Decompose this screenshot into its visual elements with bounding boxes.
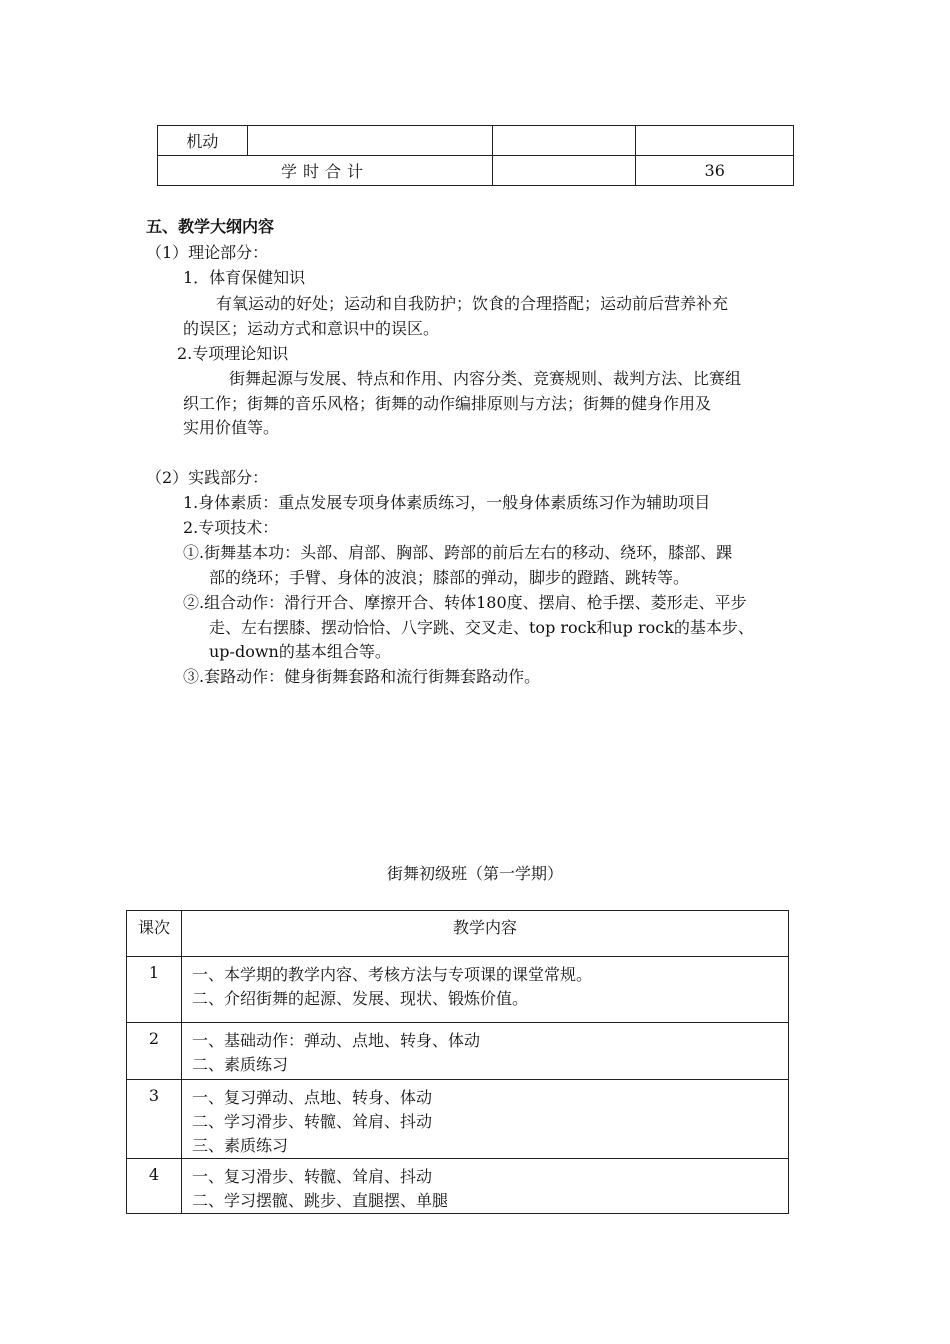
content-line: 一、复习滑步、转髋、耸肩、抖动 xyxy=(192,1167,433,1186)
table-row xyxy=(158,156,794,186)
lesson-number: 4 xyxy=(127,1159,182,1214)
lesson-content xyxy=(182,1159,789,1214)
total-hours-label: 学时合计 xyxy=(158,156,493,186)
content-line: 二、学习滑步、转髋、耸肩、抖动 xyxy=(192,1112,433,1131)
section-title: 五、教学大纲内容 xyxy=(146,217,275,236)
schedule-title: 街舞初级班（第一学期） xyxy=(386,864,563,883)
total-hours-value: 36 xyxy=(636,156,794,186)
table-row xyxy=(127,1159,789,1214)
theory-item2-text: 实用价值等。 xyxy=(183,418,280,437)
content-line: 三、素质练习 xyxy=(192,1136,289,1155)
theory-label: （1）理论部分： xyxy=(146,243,269,262)
theory-item1-title: 1．体育保健知识 xyxy=(183,268,306,287)
practice-sub3: ③.套路动作：健身街舞套路和流行街舞套路动作。 xyxy=(183,667,541,686)
lesson-number: 3 xyxy=(127,1080,182,1159)
hours-summary-table xyxy=(157,125,794,186)
content-line: 一、基础动作：弹动、点地、转身、体动 xyxy=(192,1031,481,1050)
table-row xyxy=(127,1023,789,1080)
content-line: 一、本学期的教学内容、考核方法与专项课的课堂常规。 xyxy=(192,965,593,984)
theory-item1-text: 有氧运动的好处；运动和自我防护；饮食的合理搭配；运动前后营养补充 xyxy=(216,294,729,313)
content-line: 二、素质练习 xyxy=(192,1055,289,1074)
theory-item2-text: 织工作；街舞的音乐风格；街舞的动作编排原则与方法；街舞的健身作用及 xyxy=(183,394,712,413)
table-row xyxy=(158,126,794,156)
practice-sub2: 走、左右摆膝、摆动恰恰、八字跳、交叉走、top rock和up rock的基本步、 xyxy=(209,618,754,637)
practice-sub1: ①.街舞基本功：头部、肩部、胸部、跨部的前后左右的移动、绕环，膝部、踝 xyxy=(183,543,733,562)
table-cell xyxy=(492,156,636,186)
table-row xyxy=(127,957,789,1023)
lesson-number: 2 xyxy=(127,1023,182,1080)
header-lesson-number: 课次 xyxy=(127,911,182,957)
practice-sub2: ②.组合动作：滑行开合、摩擦开合、转体180度、摆肩、枪手摆、菱形走、平步 xyxy=(183,593,747,612)
header-content: 教学内容 xyxy=(182,911,789,957)
table-cell xyxy=(247,126,492,156)
theory-item2-title: 2.专项理论知识 xyxy=(177,344,289,363)
content-line: 一、复习弹动、点地、转身、体动 xyxy=(192,1088,433,1107)
practice-item1: 1.身体素质：重点发展专项身体素质练习，一般身体素质练习作为辅助项目 xyxy=(183,493,711,512)
practice-sub1: 部的绕环；手臂、身体的波浪；膝部的弹动，脚步的蹬踏、跳转等。 xyxy=(209,568,690,587)
lesson-content xyxy=(182,957,789,1023)
lesson-number: 1 xyxy=(127,957,182,1023)
table-header-row xyxy=(127,911,789,957)
content-line: 二、介绍街舞的起源、发展、现状、锻炼价值。 xyxy=(192,989,529,1008)
schedule-table xyxy=(126,910,789,1214)
lesson-content xyxy=(182,1080,789,1159)
row-label: 机动 xyxy=(158,126,248,156)
theory-item2-text: 街舞起源与发展、特点和作用、内容分类、竞赛规则、裁判方法、比赛组 xyxy=(229,369,742,388)
practice-item2: 2.专项技术： xyxy=(183,518,279,537)
table-cell xyxy=(636,126,794,156)
practice-label: （2）实践部分： xyxy=(146,468,269,487)
content-line: 二、学习摆髋、跳步、直腿摆、单腿 xyxy=(192,1191,449,1210)
theory-item1-text: 的误区；运动方式和意识中的误区。 xyxy=(183,319,440,338)
table-cell xyxy=(492,126,636,156)
practice-sub2: up-down的基本组合等。 xyxy=(209,642,391,661)
table-row xyxy=(127,1080,789,1159)
lesson-content xyxy=(182,1023,789,1080)
